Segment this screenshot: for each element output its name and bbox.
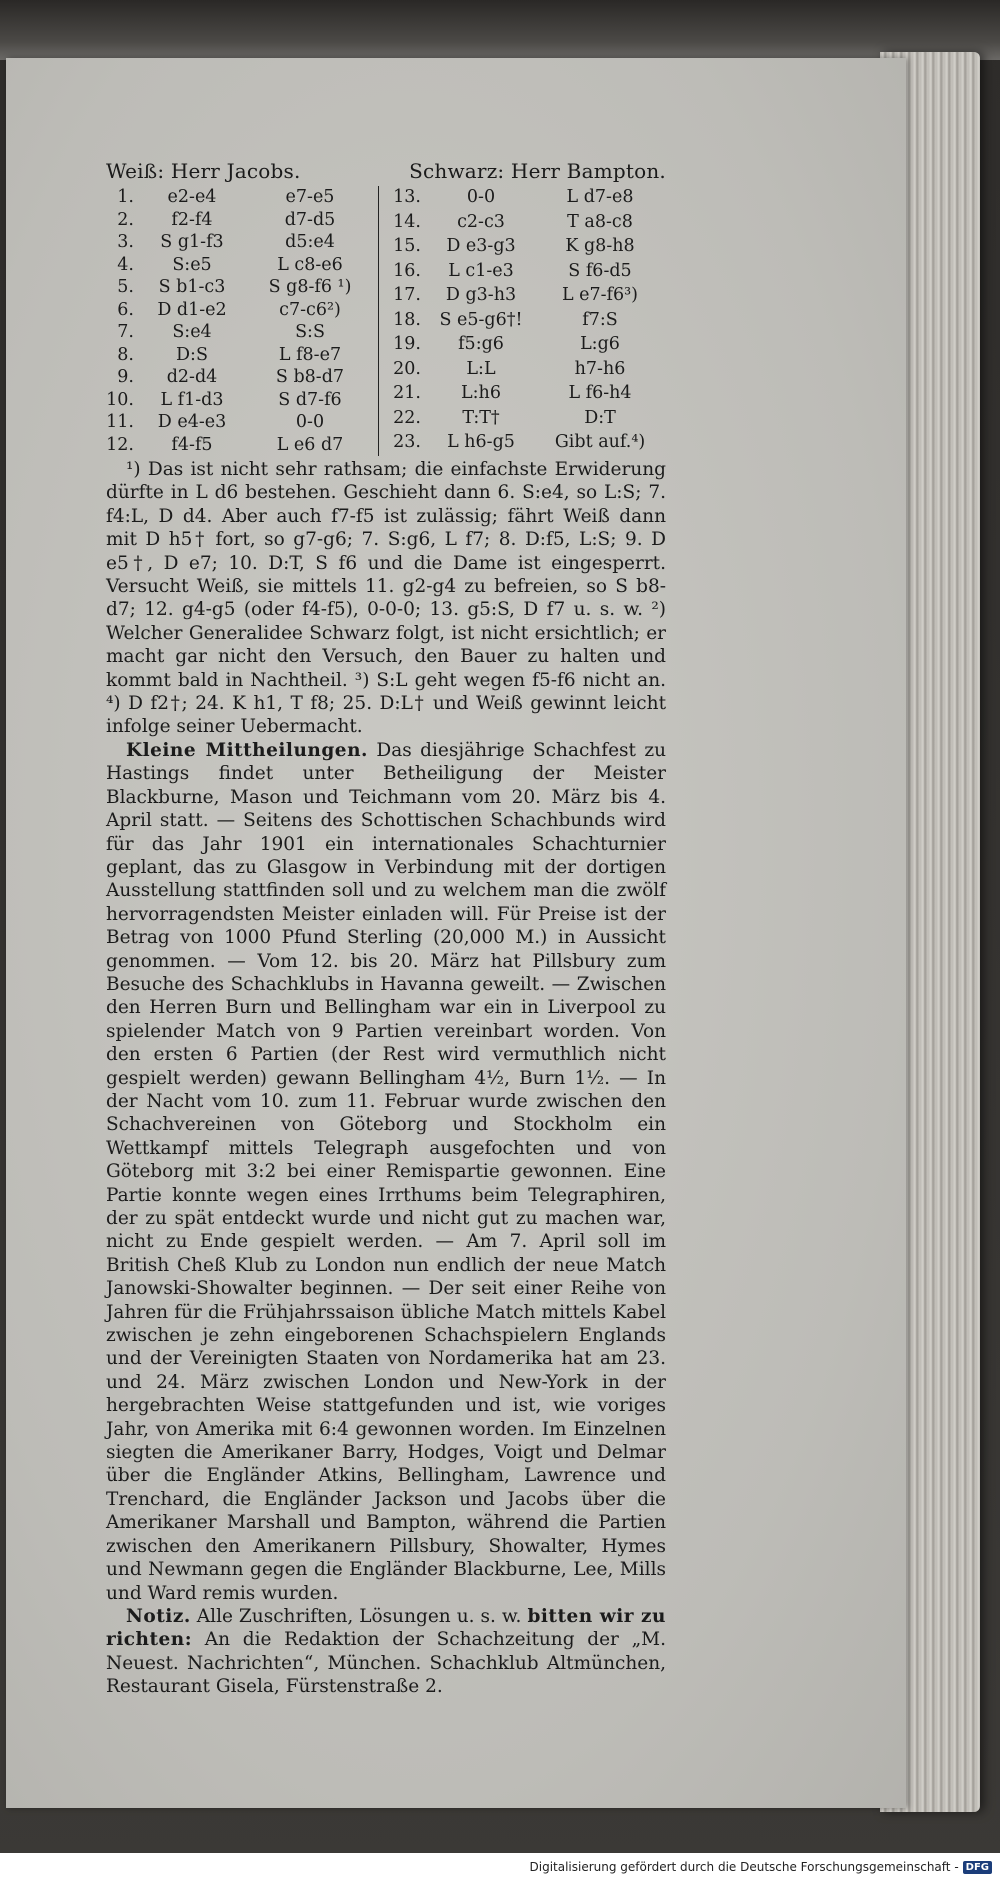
black-move: d7-d5 xyxy=(284,209,336,230)
move-number: 17. xyxy=(393,285,421,306)
move-number: 5. xyxy=(117,277,134,297)
black-move: K g8-h8 xyxy=(565,236,635,257)
digitization-footer xyxy=(0,1853,1000,1881)
white-move: S:e4 xyxy=(172,322,212,342)
move-number: 3. xyxy=(117,232,134,252)
move-number: 7. xyxy=(117,322,134,342)
white-move: S:e5 xyxy=(172,254,212,275)
white-move: L h6-g5 xyxy=(447,432,515,453)
move-number: 9. xyxy=(117,367,134,387)
white-move: 0-0 xyxy=(466,187,496,207)
book-page xyxy=(6,58,906,1808)
black-move: S b8-d7 xyxy=(275,367,345,387)
black-move: L e7-f6³) xyxy=(561,285,639,306)
move-number: 4. xyxy=(117,254,134,275)
black-move: S d7-f6 xyxy=(278,389,342,410)
black-move: D:T xyxy=(584,407,616,428)
black-move: S f6-d5 xyxy=(568,260,632,281)
white-move: D d1-e2 xyxy=(157,299,227,320)
black-move: S g8-f6 ¹) xyxy=(268,277,352,297)
black-move: L e6 d7 xyxy=(276,434,344,455)
white-move: D g3-h3 xyxy=(445,285,517,306)
white-move: c2-c3 xyxy=(457,211,505,232)
move-number: 13. xyxy=(393,187,421,207)
white-move: f4-f5 xyxy=(171,434,213,455)
move-number: 19. xyxy=(393,334,421,355)
move-number: 6. xyxy=(117,299,134,320)
black-move: 0-0 xyxy=(295,412,325,432)
move-number: 1. xyxy=(117,187,134,207)
black-move: f7:S xyxy=(582,309,618,330)
footnotes: ¹) Das ist nicht sehr rathsam; die einfachste Erwiderung dürfte in L d6 bestehen. Geschieht dann 6. S:e4, so L:S; 7. f4:L, D d4. Aber auch f7-f5 ist zulässig; fährt Weiß dann mit D h5† fort, so g7-g6; 7. S:g6, L f7; 8. D:f5, L:S; 9. D e5†, D e7; 10. D:T, S f6 und die Dame ist eingesperrt. Versucht Weiß, sie mittels 11. g2-g4 zu befreien, so S b8-d7; 12. g4-g5 (oder f4-f5), 0-0-0; 13. g5:S, D f7 u. s. w. ²) Welcher Generalidee Schwarz folgt, ist nicht ersichtlich; er macht gar nicht den Versuch, den Bauer zu halten und kommt bald in Nachtheil. ³) S:L geht wegen f5-f6 nicht an. ⁴) D f2†; 24. K h1, T f8; 25. D:L† und Weiß gewinnt leicht infolge seiner Uebermacht. xyxy=(106,459,666,738)
black-move: Gibt auf.⁴) xyxy=(554,432,646,453)
white-move: d2-d4 xyxy=(166,367,218,387)
move-number: 18. xyxy=(393,309,421,330)
black-move: L c8-e6 xyxy=(277,254,343,275)
notice-text-bold: bitten wir zu richten: xyxy=(106,1605,666,1651)
moves-column-left xyxy=(106,186,379,456)
white-move: D e3-g3 xyxy=(446,236,516,257)
black-move: L:g6 xyxy=(580,334,620,355)
black-move: e7-e5 xyxy=(285,187,335,207)
move-number: 11. xyxy=(106,412,134,432)
news-heading: Kleine Mittheilungen. xyxy=(126,739,368,761)
black-move: S:S xyxy=(295,322,325,342)
black-move: c7-c6²) xyxy=(279,299,341,320)
move-number: 2. xyxy=(117,209,134,230)
white-move: L c1-e3 xyxy=(448,260,514,281)
white-move: D e4-e3 xyxy=(157,412,227,432)
move-number: 22. xyxy=(393,407,421,428)
moves-column-right xyxy=(379,186,667,456)
black-player: Schwarz: Herr Bampton. xyxy=(409,159,666,183)
move-number: 20. xyxy=(393,358,421,379)
notice-section xyxy=(106,1605,666,1699)
black-move: L f6-h4 xyxy=(568,383,632,404)
move-number: 16. xyxy=(393,260,421,281)
move-number: 21. xyxy=(393,383,421,404)
move-number: 23. xyxy=(393,432,421,453)
black-move: d5:e4 xyxy=(285,232,335,252)
white-move: D:S xyxy=(176,344,208,365)
white-move: S g1-f3 xyxy=(160,232,224,252)
book-top-shadow xyxy=(0,0,1000,60)
black-move: T a8-c8 xyxy=(567,211,633,232)
white-move: L f1-d3 xyxy=(160,389,224,410)
white-move: f2-f4 xyxy=(171,209,213,230)
white-move: L:h6 xyxy=(461,383,501,404)
move-number: 10. xyxy=(106,389,134,410)
game-header xyxy=(106,158,666,184)
notice-text: Alle Zuschriften, Lösungen u. s. w. xyxy=(190,1605,528,1627)
white-move: S b1-c3 xyxy=(158,277,226,297)
white-move: f5:g6 xyxy=(458,334,504,355)
notice-text-rest: An die Redaktion der Schachzeitung der „M. Neuest. Nachrichten“, München. Schachklub Altmünchen, Restaurant Gisela, Fürstenstraße 2. xyxy=(106,1629,666,1698)
white-move: T:T† xyxy=(462,407,500,428)
black-move: L d7-e8 xyxy=(566,187,634,207)
white-player: Weiß: Herr Jacobs. xyxy=(106,159,301,183)
page-content xyxy=(106,158,666,1699)
white-move: L:L xyxy=(466,358,496,379)
move-number: 14. xyxy=(393,211,421,232)
move-number: 15. xyxy=(393,236,421,257)
news-section xyxy=(106,739,666,1605)
black-move: h7-h6 xyxy=(574,358,626,379)
move-number: 12. xyxy=(106,434,134,455)
notice-heading: Notiz. xyxy=(126,1605,191,1627)
dfg-logo-icon: DFG xyxy=(963,1861,992,1874)
game-moves xyxy=(106,186,666,456)
black-move: L f8-e7 xyxy=(278,344,342,365)
news-text: Das diesjährige Schachfest zu Hastings findet unter Betheiligung der Meister Blackburne, Mason und Teichmann vom 20. März bis 4. April statt. — Seitens des Schottischen Schachbunds wird für das Jahr 1901 ein internationales Schachturnier geplant, das zu Glasgow in Verbindung mit der dortigen Ausstellung stattfinden soll und zu welchem man die zwölf hervorragendsten Meister einladen will. Für Preise ist der Betrag von 1000 Pfund Sterling (20,000 M.) in Aussicht genommen. — Vom 12. bis 20. März hat Pillsbury zum Besuche des Schachklubs in Havanna geweilt. — Zwischen den Herren Burn und Bellingham war ein in Liverpool zu spielender Match von 9 Partien vereinbart worden. Von den ersten 6 Partien (der Rest wird vermuthlich nicht gespielt werden) gewann Bellingham 4½, Burn 1½. — In der Nacht vom 10. zum 11. Februar wurde zwischen den Schachvereinen von Göteborg und Stockholm ein Wettkampf mittels Telegraph ausgefochten und von Göteborg mit 3:2 bei einer Remispartie gewonnen. Eine Partie konnte wegen eines Irrthums beim Telegraphiren, der zu spät entdeckt wurde und nicht gut zu machen war, nicht zu Ende gespielt werden. — Am 7. April soll im British Cheß Klub zu London nun endlich der neue Match Janowski-Showalter beginnen. — Der seit einer Reihe von Jahren für die Frühjahrssaison übliche Match mittels Kabel zwischen je zehn eingeborenen Schachspielern Englands und der Vereinigten Staaten von Nordamerika hat am 23. und 24. März zwischen London und New-York in der hergebrachten Weise stattgefunden und ist, wie voriges Jahr, von Amerika mit 6:4 gewonnen worden. Im Einzelnen siegten die Amerikaner Barry, Hodges, Voigt und Delmar über die Engländer Atkins, Bellingham, Lawrence und Trenchard, die Engländer Jackson und Jacobs über die Amerikaner Marshall und Bampton, während die Partien zwischen den Amerikanern Pillsbury, Showalter, Hymes und Newmann gegen die Engländer Blackburne, Lee, Mills und Ward remis wurden. xyxy=(106,739,667,1604)
footer-credit: Digitalisierung gefördert durch die Deutsche Forschungsgemeinschaft - xyxy=(529,1860,959,1874)
white-move: e2-e4 xyxy=(167,187,217,207)
move-number: 8. xyxy=(117,344,134,365)
white-move: S e5-g6†! xyxy=(439,309,523,330)
